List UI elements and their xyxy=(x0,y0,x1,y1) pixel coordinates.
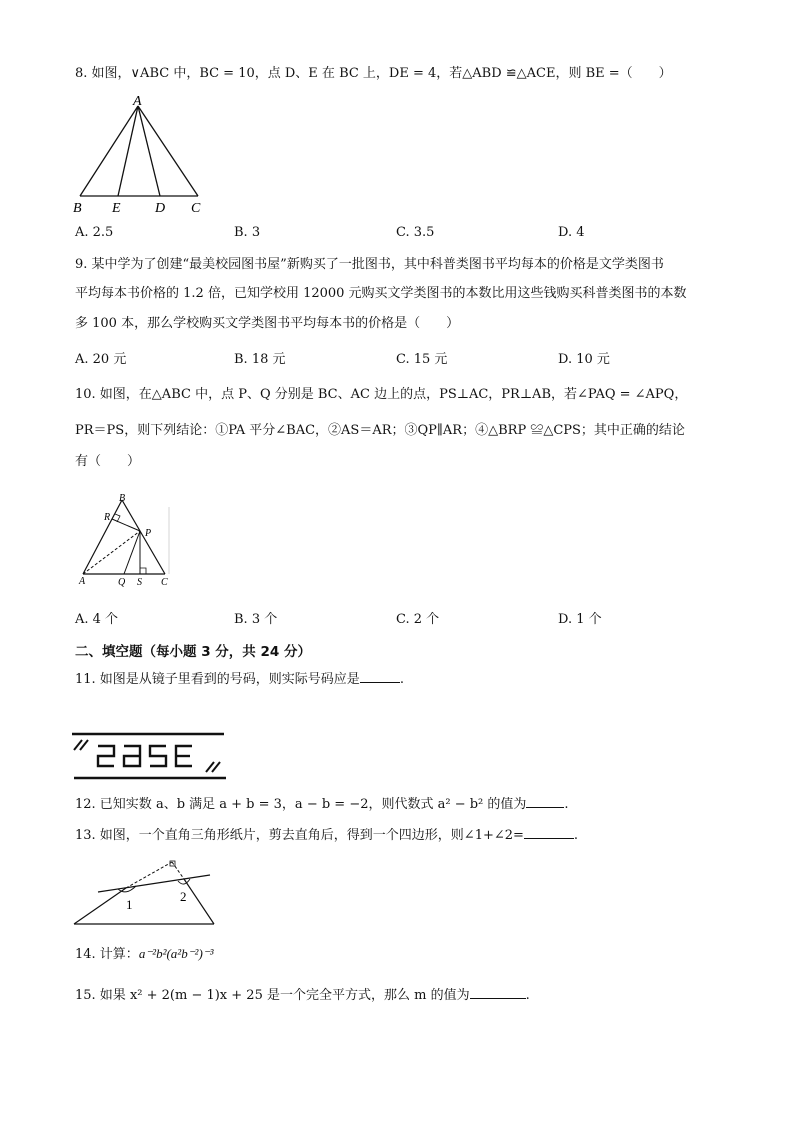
q10-option-b[interactable]: B. 3 个 xyxy=(234,612,278,627)
q10-option-d[interactable]: D. 1 个 xyxy=(558,612,602,627)
q9-line2: 平均每本书价格的 1.2 倍，已知学校用 12000 元购买文学类图书的本数比用这些钱购买科普类图书的本数 xyxy=(75,286,687,301)
q10-line2: PR＝PS，则下列结论：①PA 平分∠BAC，②AS＝AR；③QP∥AR；④△BRP ≌△CPS；其中正确的结论 xyxy=(75,423,685,438)
q10-option-a[interactable]: A. 4 个 xyxy=(75,612,119,627)
q9-option-a[interactable]: A. 20 元 xyxy=(75,352,127,367)
label-A: A xyxy=(133,94,142,109)
q13-question: 13. 如图，一个直角三角形纸片，剪去直角后，得到一个四边形，则∠1+∠2= xyxy=(75,828,524,843)
q10-line1: 10. 如图，在△ABC 中，点 P、Q 分别是 BC、AC 边上的点，PS⊥AC，PR⊥AB，若∠PAQ = ∠APQ， xyxy=(75,387,688,402)
q13-cut-triangle-figure xyxy=(70,858,220,930)
label-S: S xyxy=(137,577,142,588)
q9-option-b[interactable]: B. 18 元 xyxy=(234,352,286,367)
q12-end: . xyxy=(564,797,569,812)
q14-text xyxy=(75,944,214,965)
q14-expression: a⁻²b²(a²b⁻²)⁻³ xyxy=(138,946,214,961)
q15-text xyxy=(75,986,530,1006)
label-C: C xyxy=(191,201,201,212)
q8-option-b[interactable]: B. 3 xyxy=(234,225,261,240)
label-B: B xyxy=(73,201,82,212)
label-R: R xyxy=(104,512,111,523)
q12-answer-blank[interactable] xyxy=(526,795,564,808)
q13-text xyxy=(75,826,578,846)
label-A: A xyxy=(79,576,86,587)
q10-triangle-figure xyxy=(75,492,185,592)
q8-option-a[interactable]: A. 2.5 xyxy=(75,225,114,240)
q10-line3: 有（ ） xyxy=(75,454,141,469)
q15-end: . xyxy=(525,988,530,1003)
q10-option-c[interactable]: C. 2 个 xyxy=(396,612,440,627)
angle-2-label: 2 xyxy=(180,889,187,904)
q9-line1: 9. 某中学为了创建“最美校园图书屋”新购买了一批图书，其中科普类图书平均每本的价格是文学类图书 xyxy=(75,257,664,272)
q11-end: . xyxy=(399,672,404,687)
mirrored-number-plate xyxy=(70,730,230,786)
q9-option-c[interactable]: C. 15 元 xyxy=(396,352,448,367)
label-E: E xyxy=(112,201,121,212)
q8-option-c[interactable]: C. 3.5 xyxy=(396,225,435,240)
q12-question: 12. 已知实数 a、b 满足 a + b = 3，a − b = −2，则代数式 a² − b² 的值为 xyxy=(75,797,527,812)
q9-option-d[interactable]: D. 10 元 xyxy=(558,352,610,367)
label-Q: Q xyxy=(118,577,126,588)
label-P: P xyxy=(145,528,152,539)
label-C: C xyxy=(161,577,168,588)
label-D: D xyxy=(155,201,166,212)
label-B: B xyxy=(119,493,126,504)
q11-question: 11. 如图是从镜子里看到的号码，则实际号码应是 xyxy=(75,672,360,687)
q11-text xyxy=(75,670,404,690)
q8-text: 8. 如图，∨ABC 中，BC = 10，点 D、E 在 BC 上，DE = 4，若△ABD ≌△ACE，则 BE =（ ） xyxy=(75,66,672,81)
q9-line3: 多 100 本，那么学校购买文学类图书平均每本书的价格是（ ） xyxy=(75,316,460,331)
q11-answer-blank[interactable] xyxy=(360,670,400,683)
q13-end: . xyxy=(573,828,579,843)
q12-text xyxy=(75,795,569,815)
q14-prefix: 14. 计算： xyxy=(75,947,139,962)
q15-question: 15. 如果 x² + 2(m − 1)x + 25 是一个完全平方式，那么 m 的值为 xyxy=(75,988,470,1003)
q13-answer-blank[interactable] xyxy=(524,826,574,839)
q8-option-d[interactable]: D. 4 xyxy=(558,225,585,240)
angle-1-label: 1 xyxy=(126,897,133,912)
q15-answer-blank[interactable] xyxy=(470,986,526,999)
q8-triangle-figure xyxy=(70,92,210,212)
section-title-fill-in: 二、填空题（每小题 3 分，共 24 分） xyxy=(75,644,311,660)
